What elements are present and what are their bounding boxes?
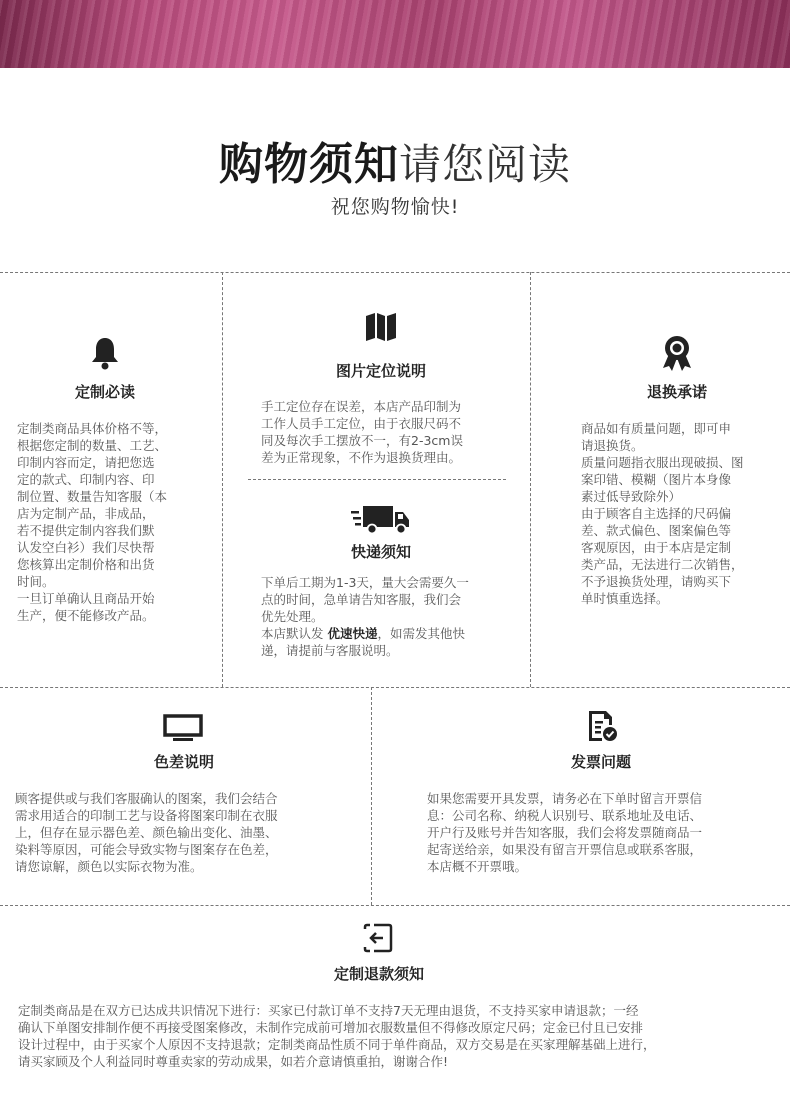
section-text-custom: 定制类商品具体价格不等， 根据您定制的数量、工艺、 印制内容而定，请把您选 定的款式、印制内容、印 制位置、数量告知客服（本 店为定制产品，非成品， 若不提供定制内容我们默 认发空白衫）我们尽快帮 您核算出定制价格和出货 时间。 一旦订单确认且商品开始 生产，便不能修改产品。 — [17, 421, 168, 623]
express-text-part-2: ，如需发其他快 递，请提前与客服说明。 — [261, 626, 466, 658]
section-text-refund: 定制类商品是在双方已达成共识情况下进行：买家已付款订单不支持7天无理由退货，不支持买家申请退款；一经 确认下单图安排制作便不再接受图案修改，未制作完成前可增加衣服数量但不得修改原定尺码；定金已付且已安排 设计过程中，由于买家个人原因不支持退款；定制类商品性质不同于单件商品，双方交易是在买家理解基础上进行， 请买家顾及个人利益同时尊重卖家的劳动成果，如若介意请慎重拍，谢谢合作! — [18, 1003, 656, 1069]
divider-row-3 — [0, 905, 790, 906]
divider-col-center — [371, 687, 372, 905]
express-courier-name: 优速快递 — [327, 626, 378, 641]
section-text-express — [261, 574, 521, 659]
section-text-invoice: 如果您需要开具发票，请务必在下单时留言开票信 息：公司名称、纳税人识别号、联系地址及电话、 开户行及账号并告知客服，我们会将发票随商品一 起寄送给亲，如果没有留言开票信息或联系客服， 本店概不开票哦。 — [427, 791, 703, 874]
award-ribbon-icon — [659, 334, 695, 376]
divider-middle-cell — [248, 479, 506, 480]
title-light: 请您阅读 — [398, 140, 571, 189]
bell-icon — [90, 336, 120, 374]
divider-row-2 — [0, 687, 790, 688]
section-title-custom: 定制必读 — [74, 383, 135, 401]
map-icon — [364, 311, 398, 347]
truck-icon — [351, 502, 411, 540]
section-text-color: 顾客提供或与我们客服确认的图案，我们会结合 需求用适合的印制工艺与设备将图案印制在衣服 上，但存在显示器色差、颜色输出变化、油墨、 染料等原因，可能会导致实物与图案存在色差， 请您谅解，颜色以实际衣物为准。 — [15, 791, 278, 874]
section-title-return: 退换承诺 — [646, 383, 707, 401]
section-title-invoice: 发票问题 — [570, 753, 631, 771]
page-title — [0, 128, 790, 192]
section-title-refund: 定制退款须知 — [333, 965, 424, 983]
express-text-part-1: 下单后工期为1-3天，量大会需要久一 点的时间，急单请告知客服，我们会 优先处理。 本店默认发 — [261, 575, 469, 641]
title-bold: 购物须知 — [218, 139, 399, 190]
section-text-return: 商品如有质量问题，即可申 请退换货。 质量问题指衣服出现破损、图 案印错、模糊（图片本身像 素过低导致除外） 由于顾客自主选择的尺码偏 差、款式偏色、图案偏色等 客观原因，由于本店是定制 类产品，无法进行二次销售， 不予退换货处理，请购买下 单时慎重选择。 — [581, 421, 744, 606]
section-text-position: 手工定位存在误差，本店产品印制为 工作人员手工定位，由于衣服尺码不 同及每次手工摆放不一，有2-3cm误 差为正常现象，不作为退换货理由。 — [261, 399, 463, 465]
invoice-icon — [586, 709, 618, 747]
section-title-color: 色差说明 — [153, 753, 214, 771]
page-subtitle: 祝您购物愉快! — [330, 196, 460, 218]
section-title-position: 图片定位说明 — [335, 362, 426, 380]
monitor-icon — [163, 714, 203, 746]
product-photo-banner — [0, 0, 790, 68]
refund-exit-icon — [362, 922, 394, 958]
divider-col-right — [530, 272, 531, 687]
divider-top — [0, 272, 790, 273]
section-title-express: 快递须知 — [350, 543, 411, 561]
divider-col-left — [222, 272, 223, 687]
